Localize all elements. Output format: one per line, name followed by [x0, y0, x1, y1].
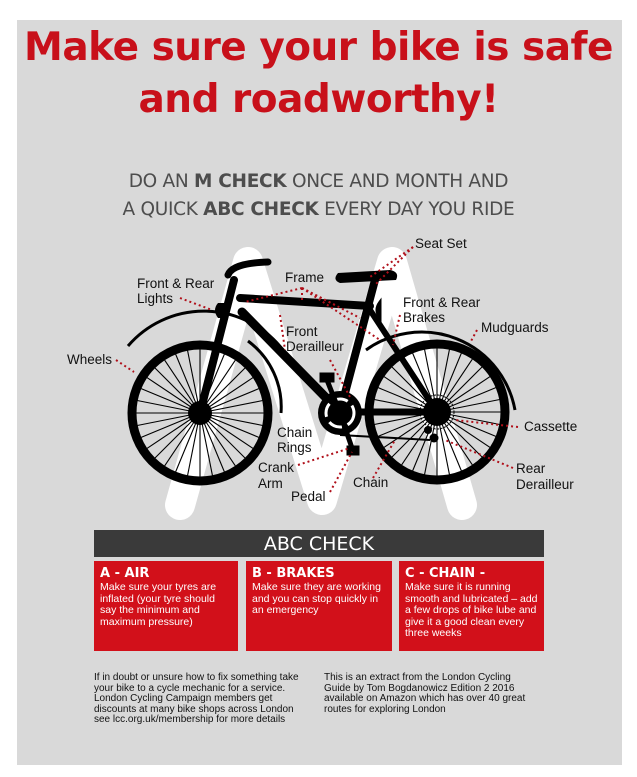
label-crank-arm-line1: Crank	[258, 460, 295, 475]
label-brakes-line2: Brakes	[403, 310, 446, 325]
subtitle-text: ONCE AND MONTH AND	[286, 171, 509, 192]
subtitle-text: DO AN	[128, 171, 194, 192]
card-title: B - BRAKES	[252, 566, 335, 581]
card-brakes	[246, 561, 392, 651]
label-frame: Frame	[285, 270, 325, 285]
label-chain: Chain	[353, 475, 389, 490]
label-chain-rings-line1: Chain	[277, 425, 313, 440]
card-title: A - AIR	[100, 566, 150, 581]
label-chain-rings-line2: Rings	[277, 440, 312, 455]
card-chain	[399, 561, 544, 651]
subtitle-text: EVERY DAY YOU RIDE	[318, 199, 515, 220]
label-lights-line2: Lights	[137, 291, 174, 306]
label-front-derailleur-line2: Derailleur	[286, 339, 344, 354]
label-cassette: Cassette	[524, 419, 578, 434]
card-body: Make sure your tyres are inflated (your tyre should say the minimum and maximum pressure)	[100, 581, 217, 628]
label-crank-arm-line2: Arm	[258, 476, 283, 491]
subtitle-emphasis: ABC CHECK	[203, 199, 319, 220]
card-title: C - CHAIN -	[405, 566, 486, 581]
label-mudguards: Mudguards	[481, 320, 549, 335]
footer-source: This is an extract from the London Cycling Guide by Tom Bogdanowicz Edition 2 2016 available on Amazon which has over 40 great routes for exploring London	[324, 672, 526, 715]
label-rear-derailleur-line1: Rear	[516, 461, 546, 476]
label-front-derailleur-line1: Front	[286, 324, 318, 339]
label-seat-set: Seat Set	[415, 236, 467, 251]
title-line-2: and roadworthy!	[138, 77, 499, 122]
abc-check-heading: ABC CHECK	[94, 530, 544, 557]
label-lights-line1: Front & Rear	[137, 276, 215, 291]
footer-advice: If in doubt or unsure how to fix something take your bike to a cycle mechanic for a service. London Cycling Campaign members get discounts at many bike shops across London see lcc.org.uk/membership for more details	[94, 672, 299, 726]
subtitle-emphasis: M CHECK	[194, 171, 287, 192]
card-air	[94, 561, 238, 651]
title-line-1: Make sure your bike is safe	[24, 25, 613, 70]
card-body: Make sure it is running smooth and lubricated – add a few drops of bike lube and give it a good clean every three weeks	[405, 581, 538, 639]
label-rear-derailleur-line2: Derailleur	[516, 477, 574, 492]
subtitle-text: A QUICK	[122, 199, 204, 220]
card-body: Make sure they are working and you can stop quickly in an emergency	[252, 581, 381, 616]
label-wheels: Wheels	[67, 352, 113, 367]
label-brakes-line1: Front & Rear	[403, 295, 481, 310]
label-pedal: Pedal	[291, 489, 326, 504]
